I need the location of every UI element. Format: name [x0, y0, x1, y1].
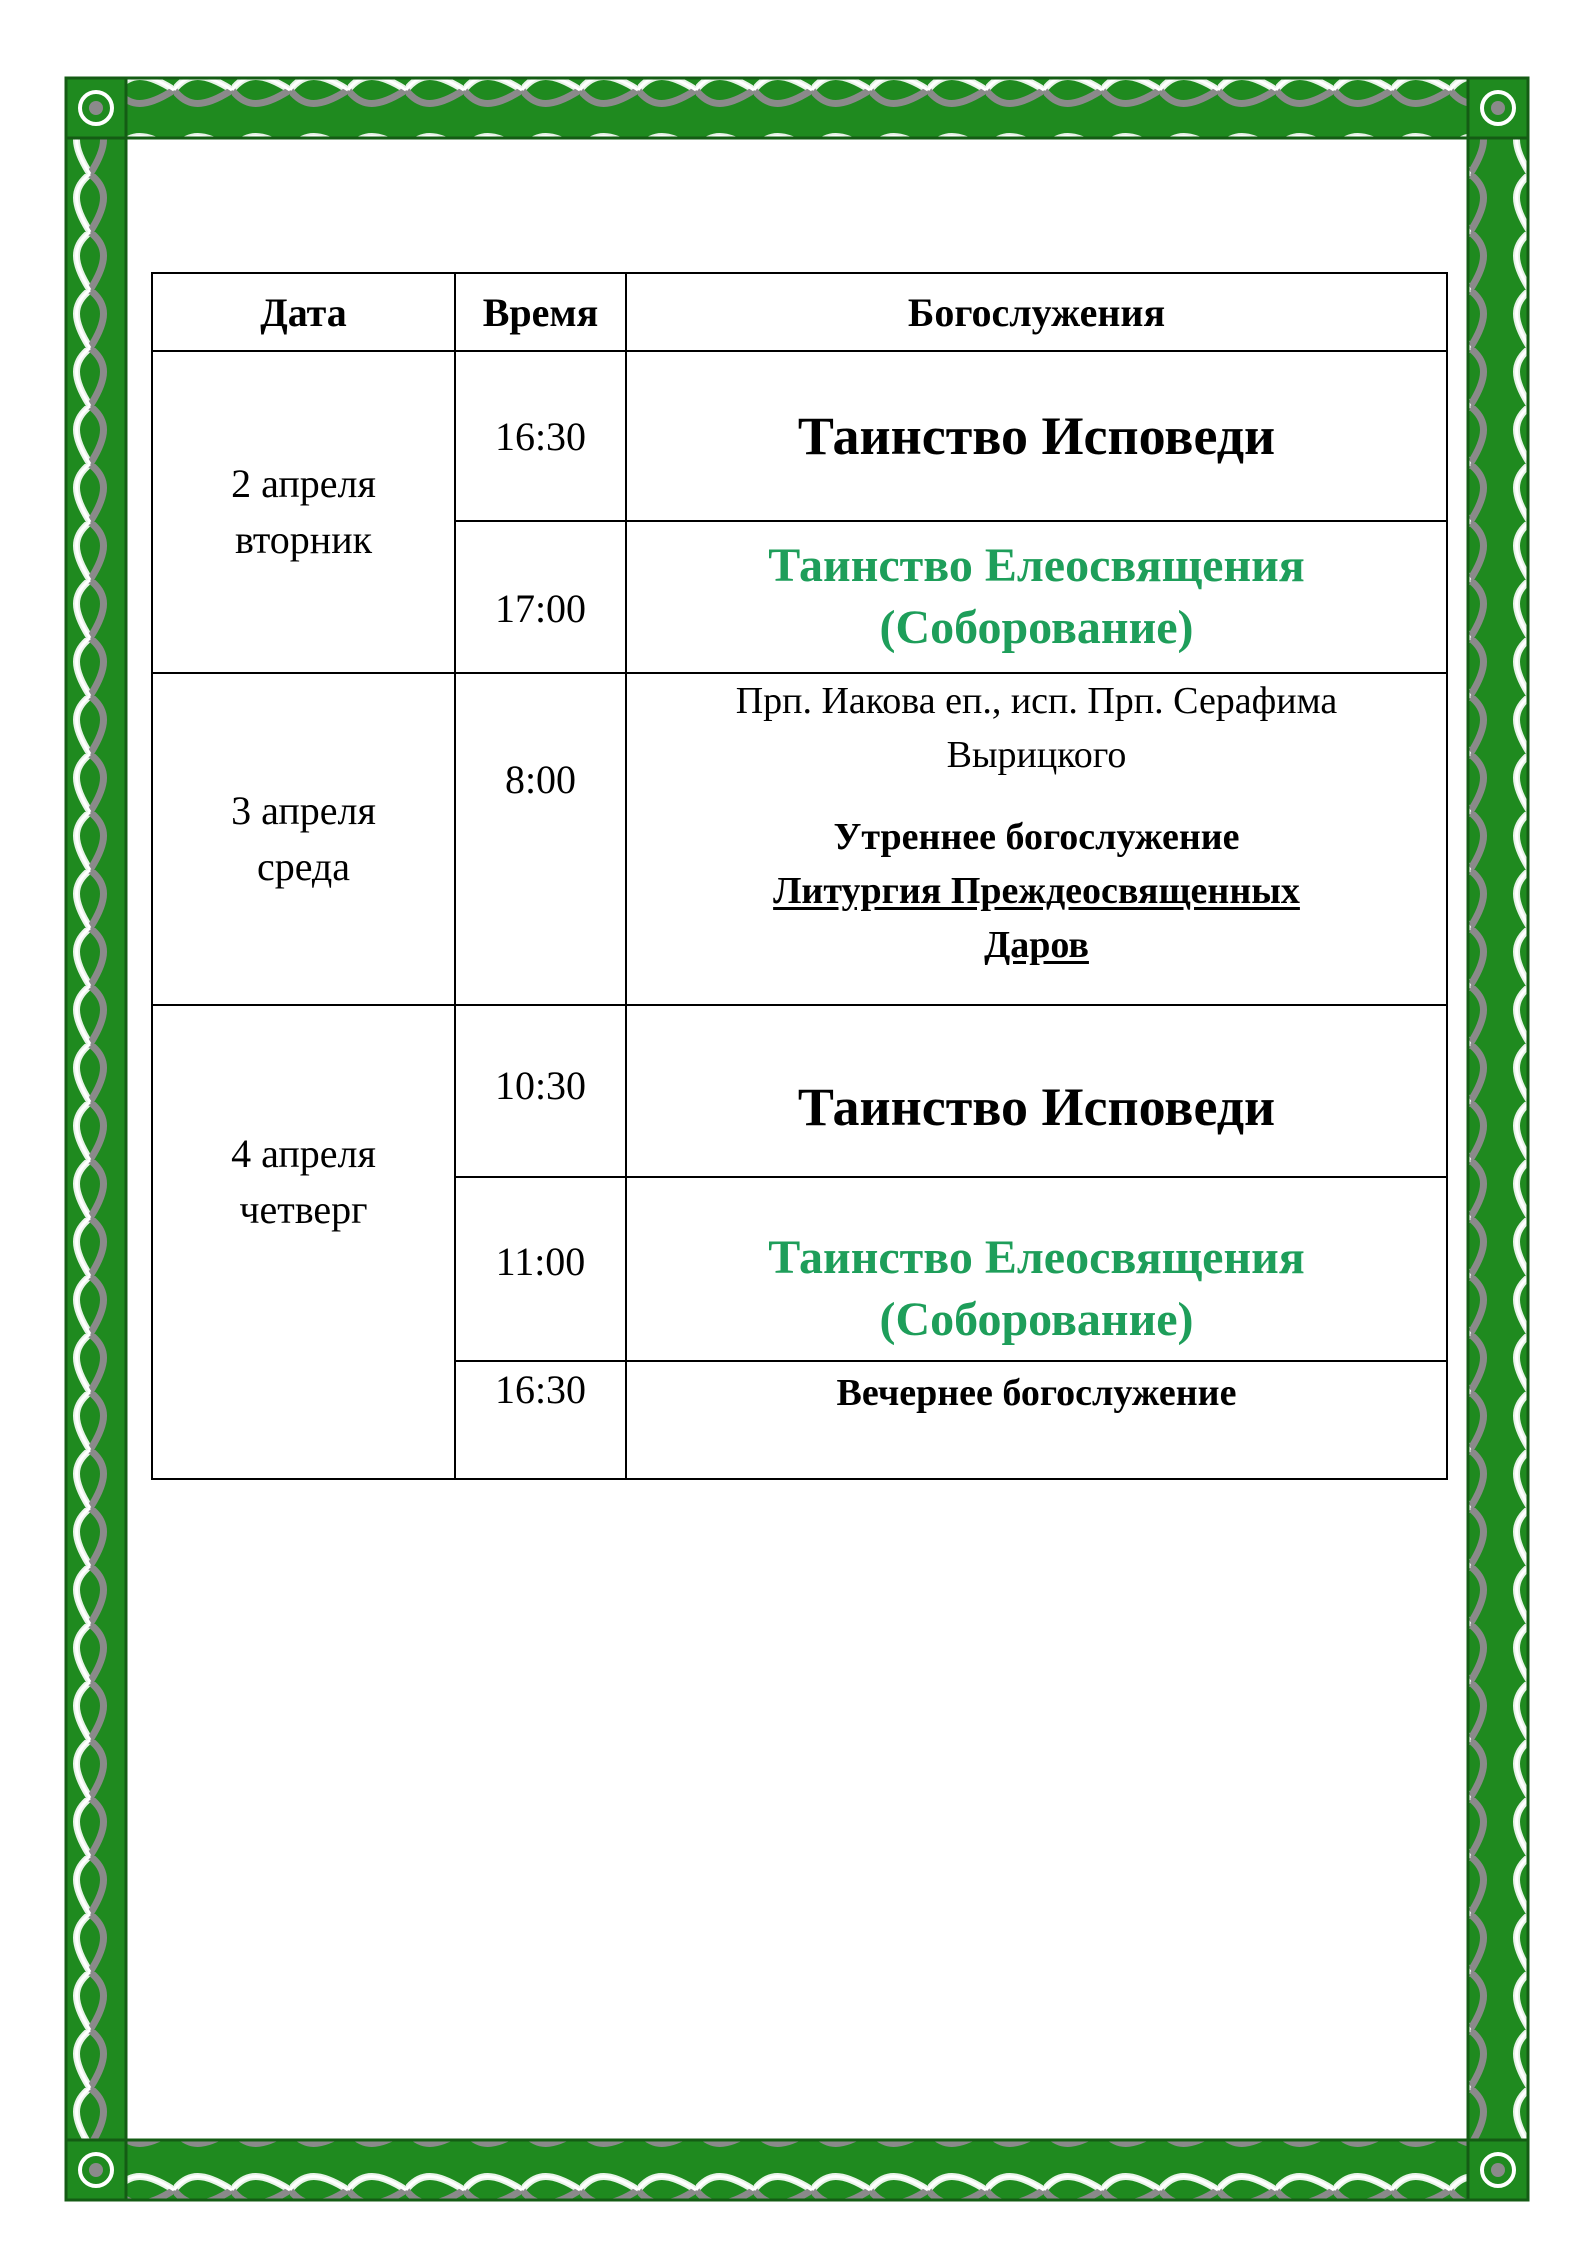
time-cell: 8:00	[455, 673, 626, 1005]
schedule-table	[151, 272, 1448, 1480]
service-title: Таинство Исповеди	[797, 406, 1276, 466]
date-cell	[152, 1005, 455, 1479]
header-services: Богослужения	[626, 273, 1447, 351]
table-row	[152, 351, 1447, 521]
header-time: Время	[455, 273, 626, 351]
saint-commemoration-cont: Вырицкого	[946, 734, 1127, 776]
service-cell	[626, 673, 1447, 1005]
weekday-text: вторник	[234, 517, 373, 562]
time-cell: 16:30	[455, 1361, 626, 1479]
time-cell: 10:30	[455, 1005, 626, 1177]
service-cell	[626, 351, 1447, 521]
service-title: Таинство Елеосвящения	[768, 1231, 1305, 1284]
date-cell	[152, 351, 455, 673]
service-cell	[626, 1361, 1447, 1479]
date-text: 3 апреля	[231, 788, 376, 833]
service-subtitle: (Соборование)	[879, 1293, 1194, 1346]
service-cell	[626, 1005, 1447, 1177]
time-cell: 16:30	[455, 351, 626, 521]
weekday-text: четверг	[239, 1187, 368, 1232]
service-title: Утреннее богослужение	[833, 816, 1240, 858]
service-cell	[626, 521, 1447, 673]
service-subtitle: (Соборование)	[879, 601, 1194, 654]
time-cell: 17:00	[455, 521, 626, 673]
saint-commemoration: Прп. Иакова еп., исп. Прп. Серафима	[735, 680, 1338, 722]
table-row	[152, 673, 1447, 1005]
weekday-text: среда	[256, 844, 351, 889]
service-title: Таинство Елеосвящения	[768, 539, 1305, 592]
date-text: 2 апреля	[231, 461, 376, 506]
date-cell	[152, 673, 455, 1005]
service-cell	[626, 1177, 1447, 1361]
service-title: Вечернее богослужение	[836, 1372, 1237, 1414]
liturgy-title-cont: Даров	[984, 924, 1089, 966]
liturgy-title: Литургия Преждеосвященных	[773, 870, 1300, 912]
header-date: Дата	[152, 273, 455, 351]
table-row	[152, 1005, 1447, 1177]
date-text: 4 апреля	[231, 1131, 376, 1176]
service-title: Таинство Исповеди	[797, 1077, 1276, 1137]
time-cell: 11:00	[455, 1177, 626, 1361]
table-header-row	[152, 273, 1447, 351]
